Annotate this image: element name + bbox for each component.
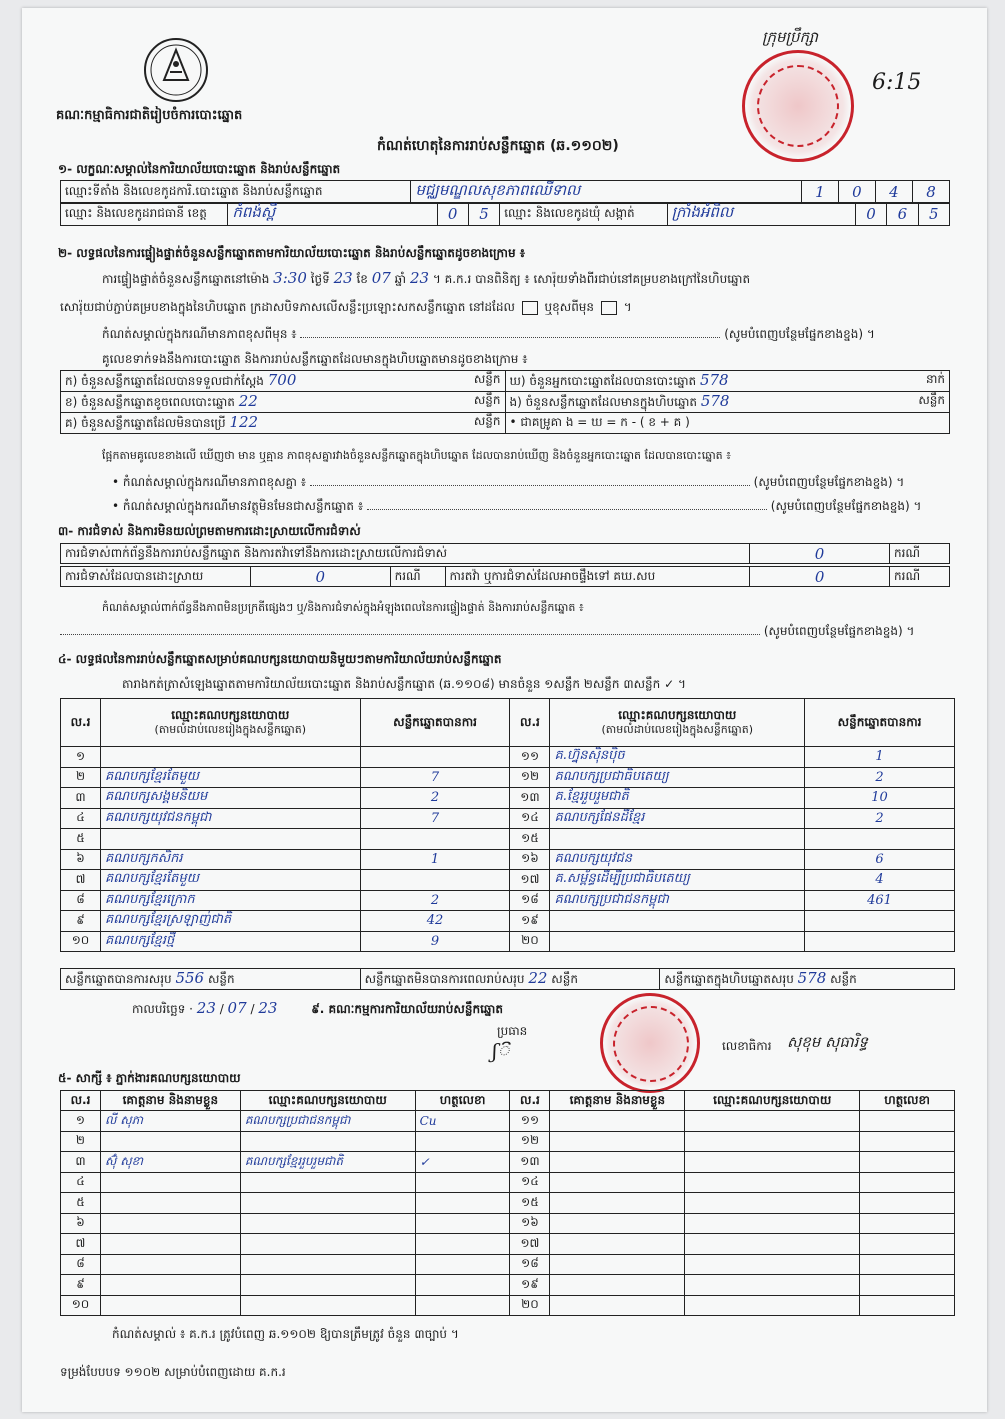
table-row — [61, 1152, 955, 1173]
party-name — [100, 747, 360, 768]
table-row — [61, 849, 955, 870]
party-results-body — [61, 747, 955, 952]
party-number: ៤ — [61, 808, 101, 829]
form-paper — [22, 8, 987, 1412]
witness-party — [685, 1193, 860, 1214]
party-name: គណបក្សខ្មែរតែមួយ — [100, 870, 360, 891]
party-votes: 2 — [805, 808, 955, 829]
table-row — [61, 870, 955, 891]
party-name: គណបក្សខ្មែរថ្មី — [100, 931, 360, 952]
party-name — [550, 911, 805, 932]
party-votes: 7 — [360, 767, 510, 788]
party-number: ១៦ — [510, 849, 550, 870]
witness-name: លី សុភា — [100, 1111, 240, 1132]
difference-note: កំណត់សម្គាល់ក្នុងករណីមានភាពខុសពីមុន ៖ (សូមបំពេញបន្ថែមផ្នែកខាងខ្នង) ។ — [102, 327, 875, 341]
location-code-digit: 0 — [838, 181, 875, 204]
witness-signature — [415, 1213, 510, 1234]
party-votes: 7 — [360, 808, 510, 829]
section1-table — [60, 180, 950, 204]
table-row — [61, 1213, 955, 1234]
witness-signature — [415, 1254, 510, 1275]
witness-signature — [415, 1275, 510, 1296]
witness-number: ៨ — [61, 1254, 101, 1275]
secretary-name: សុខុម សុធារិទ្ធ — [787, 1033, 868, 1051]
witness-number: ២ — [61, 1131, 101, 1152]
difference-check-line: ផ្អែកតាមគូលេខខាងលើ ឃើញថា មាន ឬគ្មាន ភាពខុសគ្នារវាងចំនួនសន្លឹកឆ្នោតក្នុងហិបឆ្នោត ដែលបានរាប់ឃើញ និងចំនួនអ្នកបោះឆ្នោត ដែលបានបោះឆ្នោត ៖ — [102, 449, 731, 462]
party-number: ១១ — [510, 747, 550, 768]
party-name: គណបក្សផែនដីខ្មែរ — [550, 808, 805, 829]
counts-intro: គូលេខទាក់ទងនឹងការបោះឆ្នោត និងការរាប់សន្លឹកឆ្នោតដែលមានក្នុងហិបឆ្នោតមានដូចខាងក្រោម ៖ — [102, 352, 528, 366]
count-in-box: 578 — [700, 392, 730, 410]
bullet-difference-note: • កំណត់សម្គាល់ក្នុងករណីមានភាពខុសគ្នា ៖ (សូមបំពេញបន្ថែមផ្នែកខាងខ្នង) ។ — [112, 475, 905, 489]
party-number: ៧ — [61, 870, 101, 891]
witness-name — [100, 1213, 240, 1234]
witness-signature: ✓ — [415, 1152, 510, 1173]
province-code-digit: 5 — [468, 203, 499, 226]
table-row — [61, 1172, 955, 1193]
verification-year: 23 — [409, 269, 430, 287]
form-title: កំណត់ហេតុនៃការរាប់សន្លឹកឆ្នោត (ឆ.១១០២) — [377, 138, 619, 154]
party-name — [100, 829, 360, 850]
location-label: ឈ្មោះទីតាំង និងលេខកូដការិ.បោះឆ្នោត និងរាប់សន្លឹកឆ្នោត — [61, 181, 411, 204]
party-number: ២ — [61, 767, 101, 788]
table-row — [61, 1111, 955, 1132]
party-votes — [805, 829, 955, 850]
table-row — [61, 747, 955, 768]
count-received: 700 — [267, 371, 297, 389]
total-in-box: 578 — [797, 969, 827, 987]
witness-name — [100, 1234, 240, 1255]
table-row — [61, 931, 955, 952]
party-votes: 10 — [805, 788, 955, 809]
table-row — [61, 788, 955, 809]
verification-time: 3:30 — [273, 269, 307, 287]
tally-pages-line: តារាងកត់ត្រាសំឡេងឆ្នោតតាមការិយាល័យបោះឆ្នោត និងរាប់សន្លឹកឆ្នោត (ឆ.១១០៨) មានចំនួន ១សន្លឹក ២សន្លឹក ៣សន្លឹក ✓ ។ — [122, 677, 686, 691]
witness-party: គណបក្សប្រជាជនកម្ពុជា — [240, 1111, 415, 1132]
party-number: ៣ — [61, 788, 101, 809]
resolved-count: 0 — [250, 567, 390, 587]
witness-name — [100, 1172, 240, 1193]
witness-party — [685, 1111, 860, 1132]
objection-label: ការជំទាស់ពាក់ព័ន្ធនឹងការរាប់សន្លឹកឆ្នោត និងការតវ៉ាទៅនឹងការដោះស្រាយលើការជំទាស់ — [61, 544, 750, 564]
party-votes: 6 — [805, 849, 955, 870]
witness-name — [550, 1275, 685, 1296]
witness-party — [685, 1213, 860, 1234]
witness-party — [240, 1275, 415, 1296]
table-row — [61, 1275, 955, 1296]
witness-signature — [860, 1295, 955, 1316]
table-row — [61, 829, 955, 850]
table-row — [61, 1295, 955, 1316]
party-number: ១៨ — [510, 890, 550, 911]
witness-name — [100, 1254, 240, 1275]
witness-signature — [415, 1172, 510, 1193]
witness-party — [685, 1152, 860, 1173]
party-name: គណបក្សខ្មែរស្រឡាញ់ជាតិ — [100, 911, 360, 932]
location-code-digit: 1 — [801, 181, 838, 204]
count-voters: 578 — [699, 371, 729, 389]
verification-line: ការផ្ទៀងផ្ទាត់ចំនួនសន្លឹកឆ្នោតនៅម៉ោង 3:30 ថ្ងៃទី 23 ខែ 07 ឆ្នាំ 23 ។ គ.ក.រ បានពិនិត្យ ៖ សោរ៉ុយទាំងពីរជាប់នៅគម្របខាងក្រៅនៃហិបឆ្នោត — [102, 269, 751, 287]
party-number: ១០ — [61, 931, 101, 952]
witness-number: ៣ — [61, 1152, 101, 1173]
witness-name — [550, 1172, 685, 1193]
party-name: គ.ហ្វ៊ុនស៊ិនប៉ិច — [550, 747, 805, 768]
witness-number: ១៧ — [510, 1234, 550, 1255]
witness-party — [240, 1213, 415, 1234]
party-number: ១៧ — [510, 870, 550, 891]
party-name: គណបក្សសង្គមនិយម — [100, 788, 360, 809]
party-votes — [360, 747, 510, 768]
party-number: ១ — [61, 747, 101, 768]
party-name: គ.សម្ព័ន្ធដើម្បីប្រជាធិបតេយ្យ — [550, 870, 805, 891]
party-name: គណបក្សប្រជាធិបតេយ្យ — [550, 767, 805, 788]
verification-day: 23 — [333, 269, 353, 287]
witness-signature — [860, 1152, 955, 1173]
section1-title: ១- លក្ខណៈសម្គាល់នៃការិយាល័យបោះឆ្នោត និងរាប់សន្លឹកឆ្នោត — [58, 162, 341, 176]
witness-signature — [415, 1295, 510, 1316]
party-number: ៥ — [61, 829, 101, 850]
totals-row: សន្លឹកឆ្នោតបានការសរុប 556 សន្លឹក សន្លឹកឆ្នោតមិនបានការពេលរាប់សរុប 22 សន្លឹក សន្លឹកឆ្នោតក្នុងហិបឆ្នោតសរុប 578 សន្លឹក — [60, 968, 955, 990]
party-votes: 4 — [805, 870, 955, 891]
party-name — [550, 829, 805, 850]
changed-checkbox[interactable] — [601, 301, 617, 315]
party-number: ១២ — [510, 767, 550, 788]
witness-number: ១១ — [510, 1111, 550, 1132]
witness-signature — [860, 1254, 955, 1275]
form-footer: ទម្រង់បែបបទ ១១០២ សម្រាប់បំពេញដោយ គ.ក.រ — [60, 1365, 286, 1379]
witness-number: ១ — [61, 1111, 101, 1132]
count-row: ខ) ចំនួនសន្លឹកឆ្នោតខូចពេលបោះឆ្នោត 22 សន្លឹក ង) ចំនួនសន្លឹកឆ្នោតដែលមានក្នុងហិបឆ្នោត 578 សន្លឹក — [61, 392, 950, 413]
witness-party — [685, 1131, 860, 1152]
objection-note: កំណត់សម្គាល់ពាក់ព័ន្ធនឹងភាពមិនប្រក្រតីផ្សេងៗ ឬ/និងការជំទាស់ក្នុងអំឡុងពេលនៃការផ្ទៀងផ្ទាត់ និងការរាប់សន្លឹកឆ្នោត ៖ — [102, 601, 584, 614]
secretary-label: លេខាធិការ — [722, 1039, 772, 1053]
commune-code-digit: 5 — [918, 203, 949, 226]
section5-title: ៥- សាក្សី ៖ ភ្នាក់ងារគណបក្សនយោបាយ — [58, 1071, 241, 1085]
official-stamp-bottom — [600, 993, 700, 1093]
location-value: មជ្ឈមណ្ឌលសុខភាពឈើទាល — [415, 181, 581, 199]
party-votes — [805, 911, 955, 932]
witness-number: ៧ — [61, 1234, 101, 1255]
table-row — [61, 1131, 955, 1152]
count-row: ក) ចំនួនសន្លឹកឆ្នោតដែលបានទទួលជាក់ស្តែង 700 សន្លឹក ឃ) ចំនួនអ្នកបោះឆ្នោតដែលបានបោះឆ្នោត 578 នាក់ — [61, 371, 950, 392]
count-spoiled: 22 — [238, 392, 258, 410]
witness-number: ១៩ — [510, 1275, 550, 1296]
date-month: 07 — [227, 999, 247, 1017]
witness-table: ល.រ គោត្តនាម និងនាមខ្លួន ឈ្មោះគណបក្សនយោបាយ ហត្ថលេខា ល.រ គោត្តនាម និងនាមខ្លួន ឈ្មោះគណបក្សនយោបាយ ហត្ថលេខា ១ លី សុភា គណបក្សប្រជាជនកម្ពុជា Cu ១១ ២ ១២ ៣ ស៊ុំ សុខា គណបក្សខ្មែររួបរួមជាតិ ✓ ១៣ ៤ ១៤ ៥ ១៥ ៦ ១៦ ៧ ១៧ ៨ ១៨ ៩ ១៩ ១០ ២០ — [60, 1090, 955, 1316]
witness-signature — [860, 1193, 955, 1214]
ballot-counts-table — [60, 370, 950, 434]
province-code-digit: 0 — [437, 203, 468, 226]
party-number: ១៣ — [510, 788, 550, 809]
section4-title: ៤- លទ្ធផលនៃការរាប់សន្លឹកឆ្នោតសម្រាប់គណបក្សនយោបាយនិមួយៗតាមការិយាល័យរាប់សន្លឹកឆ្នោត — [58, 652, 502, 666]
witness-signature — [860, 1111, 955, 1132]
party-name: គ.ខ្មែររួបរួមជាតិ — [550, 788, 805, 809]
province-label: ឈ្មោះ និងលេខកូដរាជធានី ខេត្ត — [61, 203, 228, 226]
witness-number: ៤ — [61, 1172, 101, 1193]
witness-name — [550, 1152, 685, 1173]
witness-party — [685, 1275, 860, 1296]
objections-table: ការជំទាស់ពាក់ព័ន្ធនឹងការរាប់សន្លឹកឆ្នោត និងការតវ៉ាទៅនឹងការដោះស្រាយលើការជំទាស់ 0 ករណី — [60, 543, 950, 564]
witness-party — [685, 1295, 860, 1316]
witness-name — [550, 1234, 685, 1255]
witness-party — [240, 1254, 415, 1275]
emblem-icon — [142, 36, 210, 104]
witness-number: ១៥ — [510, 1193, 550, 1214]
witness-number: ៦ — [61, 1213, 101, 1234]
date-year: 23 — [258, 999, 278, 1017]
witness-party — [685, 1234, 860, 1255]
party-name: គណបក្សយុវជនកម្ពុជា — [100, 808, 360, 829]
witness-signature — [860, 1131, 955, 1152]
witness-signature — [860, 1213, 955, 1234]
location-code-digit: 4 — [875, 181, 912, 204]
witness-name — [100, 1193, 240, 1214]
party-name: គណបក្សខ្មែរតែមួយ — [100, 767, 360, 788]
witness-signature: Cu — [415, 1111, 510, 1132]
witness-number: ១៦ — [510, 1213, 550, 1234]
table-row — [61, 911, 955, 932]
total-valid: 556 — [175, 969, 205, 987]
witness-name — [550, 1193, 685, 1214]
witness-signature — [860, 1172, 955, 1193]
objection-count: 0 — [750, 544, 890, 564]
corner-handwritten-note: ក្រុមប្រឹក្សា — [762, 28, 819, 46]
party-votes: 2 — [805, 767, 955, 788]
table-row — [61, 767, 955, 788]
witness-party — [240, 1295, 415, 1316]
witness-number: ១៣ — [510, 1152, 550, 1173]
witness-name — [550, 1295, 685, 1316]
party-number: ១៤ — [510, 808, 550, 829]
witness-name — [550, 1213, 685, 1234]
witness-signature — [415, 1234, 510, 1255]
party-votes: 2 — [360, 890, 510, 911]
party-votes — [805, 931, 955, 952]
table-row — [61, 1254, 955, 1275]
witness-signature — [415, 1131, 510, 1152]
party-name: គណបក្សកសិករ — [100, 849, 360, 870]
witness-signature — [860, 1275, 955, 1296]
witness-number: ១២ — [510, 1131, 550, 1152]
resolved-label: ការជំទាស់ដែលបានដោះស្រាយ — [61, 567, 251, 587]
witness-party — [685, 1254, 860, 1275]
witness-body — [61, 1111, 955, 1316]
witness-name: ស៊ុំ សុខា — [100, 1152, 240, 1173]
party-name: គណបក្សប្រជាជនកម្ពុជា — [550, 890, 805, 911]
count-unused: 122 — [229, 413, 259, 431]
commune-code-digit: 0 — [855, 203, 886, 226]
date-line: កាលបរិច្ឆេទ · 23 / 07 / 23 ៩. គណៈកម្មការការិយាល័យរាប់សន្លឹកឆ្នោត — [132, 999, 503, 1017]
table-row — [61, 1193, 955, 1214]
total-invalid: 22 — [528, 969, 548, 987]
appeal-count: 0 — [750, 567, 890, 587]
location-code-digit: 8 — [912, 181, 949, 204]
section3-title: ៣- ការជំទាស់ និងការមិនយល់ព្រមតាមការដោះស្រាយលើការជំទាស់ — [58, 524, 361, 538]
party-number: ២០ — [510, 931, 550, 952]
witness-number: ៥ — [61, 1193, 101, 1214]
party-votes: 9 — [360, 931, 510, 952]
party-votes: 42 — [360, 911, 510, 932]
witness-number: ១០ — [61, 1295, 101, 1316]
org-name: គណៈកម្មាធិការជាតិរៀបចំការបោះឆ្នោត — [56, 108, 243, 123]
commune-value: ក្រាំងអំពិល — [671, 203, 734, 221]
count-row: គ) ចំនួនសន្លឹកឆ្នោតដែលមិនបានប្រើ 122 សន្លឹក • ជាគម្រូគា ង = ឃ = ក - ( ខ + គ ) — [61, 413, 950, 434]
corner-handwritten-time: 6:15 — [872, 70, 922, 95]
official-stamp-top — [742, 50, 854, 162]
party-name: គណបក្សខ្មែរក្រោក — [100, 890, 360, 911]
party-votes: 1 — [805, 747, 955, 768]
party-number: ១៩ — [510, 911, 550, 932]
witness-signature — [415, 1193, 510, 1214]
appeal-label: ការតវ៉ា ឬការជំទាស់ដែលអាចផ្ទឹងទៅ គឃ.សប — [445, 567, 750, 587]
province-value: កំពង់ស្ពឺ — [232, 203, 276, 221]
witness-name — [100, 1131, 240, 1152]
table-row — [61, 808, 955, 829]
witness-party — [685, 1172, 860, 1193]
seal-check-line: សោរ៉ុយជាប់ភ្ជាប់គម្របខាងក្នុងនៃហិបឆ្នោត ក្រដាសបិទភាសលើសន្លឹះប្រឡោះសកសន្លឹកឆ្នោត នៅដដែល ឬខុសពីមុន ។ — [60, 300, 632, 314]
party-results-table: ល.រ ឈ្មោះគណបក្សនយោបាយ (តាមលំដាប់លេខរៀងក្នុងសន្លឹកឆ្នោត) សន្លឹកឆ្នោតបានការ ល.រ ឈ្មោះគណបក្សនយោបាយ (តាមលំដាប់លេខរៀងក្នុងសន្លឹកឆ្នោត) សន្លឹកឆ្នោតបានការ ១ ១១ គ.ហ្វ៊ុនស៊ិនប៉ិច 1 ២ គណបក្សខ្មែរតែមួយ 7 ១២ គណបក្សប្រជាធិបតេយ្យ 2 ៣ គណបក្សសង្គមនិយម 2 ១៣ គ.ខ្មែររួបរួមជាតិ 10 ៤ គណបក្សយុវជនកម្ពុជា 7 ១៤ គណបក្សផែនដីខ្មែរ 2 ៥ ១៥ ៦ គណបក្សកសិករ 1 ១៦ គណបក្សយុវជន 6 ៧ គណបក្សខ្មែរតែមួយ ១៧ គ.សម្ព័ន្ធដើម្បីប្រជាធិបតេយ្យ 4 ៨ គណបក្សខ្មែរក្រោក 2 ១៨ គណបក្សប្រជាជនកម្ពុជា 461 ៩ គណបក្សខ្មែរស្រឡាញ់ជាតិ 42 ១៩ ១០ គណបក្សខ្មែរថ្មី 9 ២០ — [60, 698, 955, 952]
bullet-foreign-object-note: • កំណត់សម្គាល់ក្នុងករណីមានវត្ថុមិនមែនជាសន្លឹកឆ្នោត ៖ (សូមបំពេញបន្ថែមផ្នែកខាងខ្នង) ។ — [112, 499, 922, 513]
witness-name — [550, 1254, 685, 1275]
witness-party — [240, 1131, 415, 1152]
section1-table-row2 — [60, 202, 950, 226]
objections-table-row2: ការជំទាស់ដែលបានដោះស្រាយ 0 ករណី ការតវ៉ា ឬការជំទាស់ដែលអាចផ្ទឹងទៅ គឃ.សប 0 ករណី — [60, 566, 950, 587]
party-votes: 461 — [805, 890, 955, 911]
witness-party — [240, 1172, 415, 1193]
witness-party: គណបក្សខ្មែររួបរួមជាតិ — [240, 1152, 415, 1173]
party-number: ៦ — [61, 849, 101, 870]
party-votes — [360, 870, 510, 891]
section2-title: ២- លទ្ធផលនៃការផ្ទៀងផ្ទាត់ចំនួនសន្លឹកឆ្នោតតាមការិយាល័យបោះឆ្នោត និងរាប់សន្លឹកឆ្នោតដូចខាងក្រោម ៖ — [58, 246, 526, 260]
date-day: 23 — [196, 999, 216, 1017]
objection-note-line: (សូមបំពេញបន្ថែមផ្នែកខាងខ្នង) ។ — [60, 623, 960, 639]
witness-party — [240, 1234, 415, 1255]
party-number: ៨ — [61, 890, 101, 911]
witness-name — [100, 1275, 240, 1296]
witness-number: ១៨ — [510, 1254, 550, 1275]
party-name: គណបក្សយុវជន — [550, 849, 805, 870]
witness-number: ១៤ — [510, 1172, 550, 1193]
witness-name — [550, 1131, 685, 1152]
witness-signature — [860, 1234, 955, 1255]
chair-label: ប្រធាន — [497, 1024, 528, 1038]
commune-label: ឈ្មោះ និងលេខកូដឃុំ សង្កាត់ — [500, 203, 667, 226]
party-votes: 2 — [360, 788, 510, 809]
verification-month: 07 — [371, 269, 391, 287]
witness-name — [550, 1111, 685, 1132]
witness-name — [100, 1295, 240, 1316]
witness-party — [240, 1193, 415, 1214]
party-name — [550, 931, 805, 952]
table-row — [61, 1234, 955, 1255]
bottom-note: កំណត់សម្គាល់ ៖ គ.ក.រ ត្រូវបំពេញ ឆ.១១០២ ឱ្យបានត្រឹមត្រូវ ចំនួន ៣ច្បាប់ ។ — [112, 1327, 459, 1341]
party-number: ១៥ — [510, 829, 550, 850]
unchanged-checkbox[interactable] — [522, 301, 538, 315]
commune-code-digit: 6 — [887, 203, 918, 226]
table-row — [61, 890, 955, 911]
witness-number: ២០ — [510, 1295, 550, 1316]
chair-signature: ʃ៝ — [492, 1039, 510, 1063]
witness-number: ៩ — [61, 1275, 101, 1296]
party-number: ៩ — [61, 911, 101, 932]
party-votes: 1 — [360, 849, 510, 870]
party-votes — [360, 829, 510, 850]
